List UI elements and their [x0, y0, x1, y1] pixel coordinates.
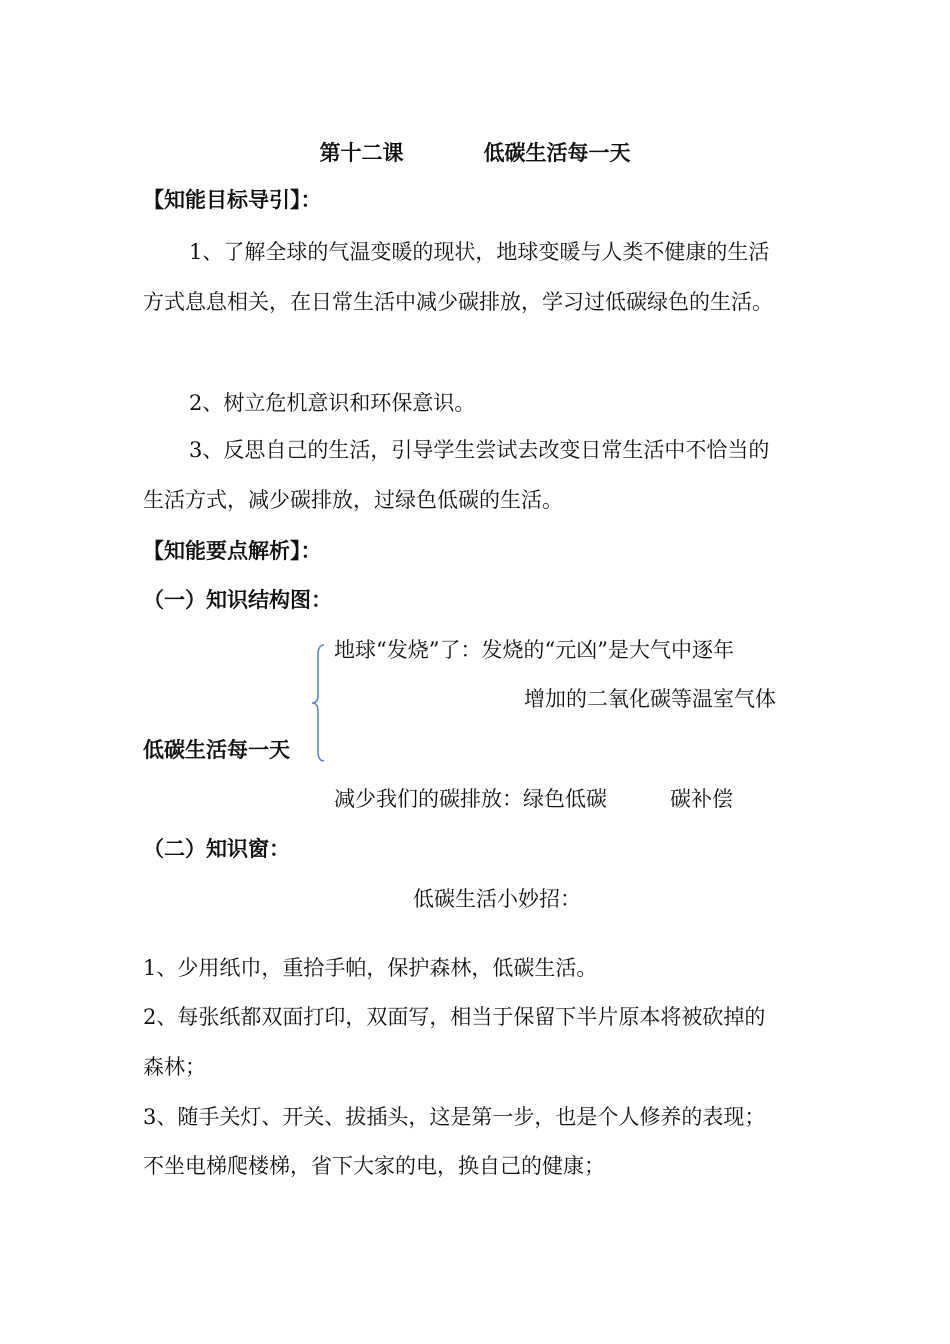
lesson-name: 低碳生活每一天: [483, 140, 631, 165]
diagram-branch-1-line2: 增加的二氧化碳等温室气体: [524, 687, 776, 711]
tip-line: 1、少用纸巾，重拾手帕，保护森林，低碳生活。: [143, 956, 598, 980]
tip-line: 不坐电梯爬楼梯，省下大家的电，换自己的健康；: [143, 1154, 605, 1178]
tip-line: 3、随手关灯、开关、拔插头，这是第一步，也是个人修养的表现；: [143, 1105, 766, 1129]
objective-2: 2、树立危机意识和环保意识。: [189, 391, 476, 415]
heading-objectives: 【知能目标导引】：: [143, 187, 322, 212]
objective-1-line1: 1、了解全球的气温变暖的现状，地球变暖与人类不健康的生活: [189, 240, 770, 264]
objective-3-line2: 生活方式，减少碳排放，过绿色低碳的生活。: [143, 488, 563, 512]
diagram-branch-2-carbon-offset: 碳补偿: [670, 787, 733, 811]
lesson-title: [0, 138, 950, 168]
subheading-structure: （一）知识结构图：: [143, 587, 332, 612]
curly-brace: [310, 643, 330, 763]
diagram-root: 低碳生活每一天: [143, 737, 290, 762]
lesson-number: 第十二课: [319, 140, 404, 165]
objective-1-line2: 方式息息相关，在日常生活中减少碳排放，学习过低碳绿色的生活。: [143, 290, 773, 314]
diagram-branch-2: 减少我们的碳排放：绿色低碳: [334, 787, 607, 811]
tip-line: 2、每张纸都双面打印，双面写，相当于保留下半片原本将被砍掉的: [143, 1005, 766, 1029]
tip-line: 森林；: [143, 1055, 206, 1079]
heading-analysis: 【知能要点解析】：: [143, 538, 322, 563]
subheading-knowledge-window: （二）知识窗：: [143, 836, 290, 861]
diagram-branch-1-line1: 地球“发烧”了：发烧的“元凶”是大气中逐年: [334, 638, 734, 662]
tips-title: 低碳生活小妙招：: [413, 887, 581, 911]
objective-3-line1: 3、反思自己的生活，引导学生尝试去改变日常生活中不恰当的: [189, 438, 770, 462]
